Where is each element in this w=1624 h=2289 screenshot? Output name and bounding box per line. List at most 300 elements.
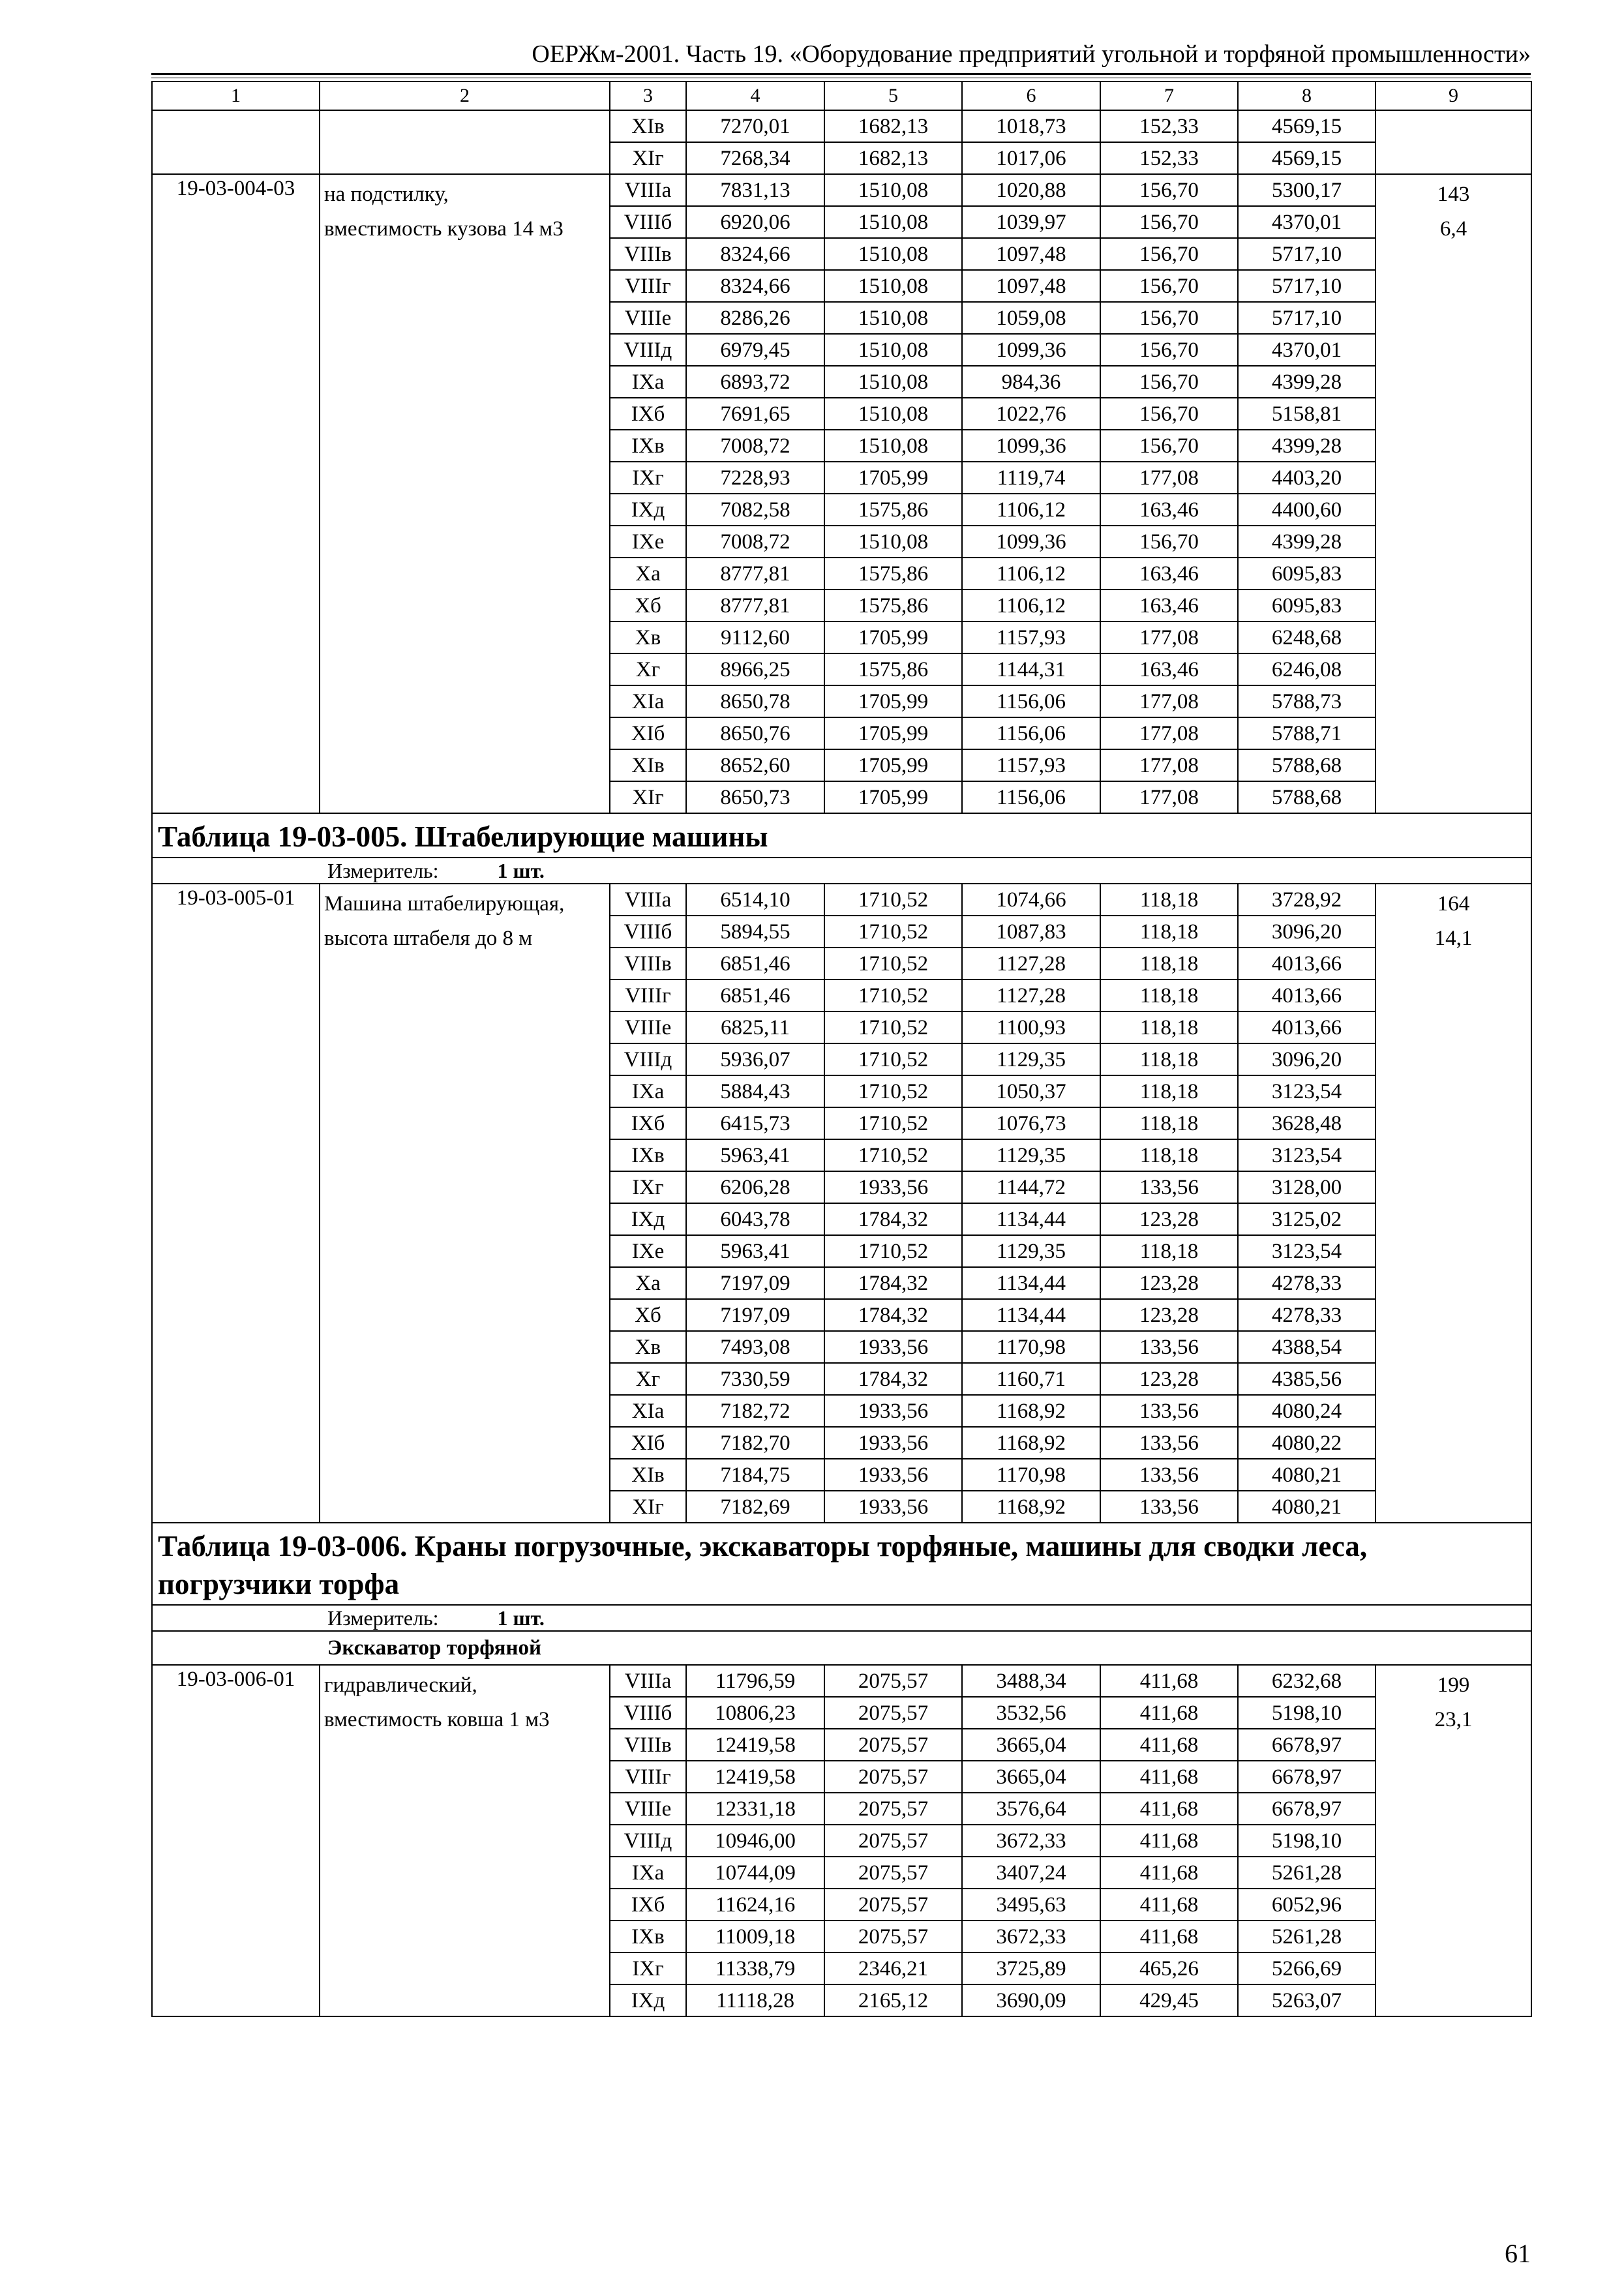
value-cell: 123,28 [1100, 1203, 1238, 1235]
value-cell: 1710,52 [824, 916, 962, 948]
value-cell: 411,68 [1100, 1889, 1238, 1921]
table-title-row [152, 1523, 1531, 1605]
value-cell: 6095,83 [1238, 558, 1376, 590]
value-cell: 1119,74 [962, 462, 1100, 494]
value-cell: 1156,06 [962, 685, 1100, 717]
value-cell: 8777,81 [686, 558, 824, 590]
zone-cell: VIIIд [610, 1043, 686, 1075]
value-cell: 1510,08 [824, 302, 962, 334]
value-cell: 3123,54 [1238, 1235, 1376, 1267]
value-cell: 1705,99 [824, 685, 962, 717]
value-cell: 1020,88 [962, 174, 1100, 206]
value-cell: 4399,28 [1238, 526, 1376, 558]
value-cell: 156,70 [1100, 270, 1238, 302]
value-cell: 118,18 [1100, 1043, 1238, 1075]
value-cell: 8650,73 [686, 781, 824, 813]
zone-cell: Xг [610, 1363, 686, 1395]
value-cell: 156,70 [1100, 398, 1238, 430]
value-cell: 6893,72 [686, 366, 824, 398]
extra-values [1376, 884, 1531, 1523]
value-cell: 133,56 [1100, 1427, 1238, 1459]
column-number: 4 [686, 82, 824, 110]
value-cell: 1168,92 [962, 1491, 1100, 1523]
zone-cell: IXд [610, 1984, 686, 2016]
value-cell: 177,08 [1100, 717, 1238, 749]
zone-cell: IXa [610, 1075, 686, 1107]
value-cell: 1510,08 [824, 174, 962, 206]
value-cell: 4080,21 [1238, 1459, 1376, 1491]
value-cell: 1682,13 [824, 110, 962, 142]
subheading-row [152, 1631, 1531, 1665]
value-cell: 1100,93 [962, 1011, 1100, 1043]
value-cell: 11796,59 [686, 1665, 824, 1697]
zone-cell: Xa [610, 1267, 686, 1299]
value-cell: 5936,07 [686, 1043, 824, 1075]
header-rule-thick [151, 73, 1531, 75]
value-cell: 8652,60 [686, 749, 824, 781]
zone-cell: Xб [610, 1299, 686, 1331]
value-cell: 4403,20 [1238, 462, 1376, 494]
column-number: 7 [1100, 82, 1238, 110]
value-cell: 11009,18 [686, 1921, 824, 1952]
zone-cell: XIг [610, 142, 686, 174]
zone-cell: IXг [610, 462, 686, 494]
zone-cell: VIIIб [610, 916, 686, 948]
zone-cell: VIIIе [610, 1011, 686, 1043]
value-cell: 7270,01 [686, 110, 824, 142]
value-cell: 3495,63 [962, 1889, 1100, 1921]
value-cell: 118,18 [1100, 916, 1238, 948]
value-cell: 4400,60 [1238, 494, 1376, 526]
value-cell: 6052,96 [1238, 1889, 1376, 1921]
value-cell: 8324,66 [686, 270, 824, 302]
zone-cell: VIIIa [610, 884, 686, 916]
value-cell: 5261,28 [1238, 1857, 1376, 1889]
value-cell: 1933,56 [824, 1459, 962, 1491]
zone-cell: IXд [610, 1203, 686, 1235]
value-cell: 177,08 [1100, 621, 1238, 653]
measure-row [152, 858, 1531, 884]
value-cell: 6043,78 [686, 1203, 824, 1235]
extra-value-line: 6,4 [1439, 217, 1467, 241]
column-number: 8 [1238, 82, 1376, 110]
value-cell: 2075,57 [824, 1793, 962, 1825]
column-number: 2 [320, 82, 610, 110]
resource-name-line: гидравлический, [324, 1673, 477, 1697]
value-cell: 1705,99 [824, 749, 962, 781]
value-cell: 7008,72 [686, 526, 824, 558]
value-cell: 11338,79 [686, 1952, 824, 1984]
value-cell: 1129,35 [962, 1235, 1100, 1267]
measure-row [152, 1605, 1531, 1631]
value-cell: 163,46 [1100, 494, 1238, 526]
measure-unit: 1 шт. [497, 1606, 545, 1630]
value-cell: 1784,32 [824, 1267, 962, 1299]
resource-code [152, 110, 320, 174]
table-title-row [152, 813, 1531, 858]
value-cell: 3576,64 [962, 1793, 1100, 1825]
value-cell: 5198,10 [1238, 1697, 1376, 1729]
measure-label: Измеритель: [327, 859, 439, 882]
value-cell: 4013,66 [1238, 980, 1376, 1011]
value-cell: 3725,89 [962, 1952, 1100, 1984]
zone-cell: Xa [610, 558, 686, 590]
value-cell: 1510,08 [824, 398, 962, 430]
value-cell: 152,33 [1100, 142, 1238, 174]
extra-values [1376, 1665, 1531, 2016]
value-cell: 1099,36 [962, 430, 1100, 462]
zone-cell: XIв [610, 1459, 686, 1491]
value-cell: 6851,46 [686, 980, 824, 1011]
resource-name-line: Машина штабелирующая, [324, 892, 565, 916]
resource-name [320, 174, 610, 813]
value-cell: 2346,21 [824, 1952, 962, 1984]
value-cell: 152,33 [1100, 110, 1238, 142]
value-cell: 133,56 [1100, 1459, 1238, 1491]
value-cell: 1099,36 [962, 526, 1100, 558]
value-cell: 7182,69 [686, 1491, 824, 1523]
zone-cell: IXв [610, 1139, 686, 1171]
value-cell: 5963,41 [686, 1235, 824, 1267]
table-row [152, 884, 1531, 916]
value-cell: 1157,93 [962, 749, 1100, 781]
value-cell: 411,68 [1100, 1697, 1238, 1729]
subheading: Экскаватор торфяной [152, 1631, 1531, 1665]
value-cell: 1076,73 [962, 1107, 1100, 1139]
value-cell: 1510,08 [824, 430, 962, 462]
value-cell: 118,18 [1100, 1011, 1238, 1043]
value-cell: 2075,57 [824, 1697, 962, 1729]
zone-cell: VIIIе [610, 302, 686, 334]
value-cell: 1156,06 [962, 717, 1100, 749]
value-cell: 123,28 [1100, 1363, 1238, 1395]
value-cell: 7197,09 [686, 1299, 824, 1331]
value-cell: 156,70 [1100, 526, 1238, 558]
value-cell: 1097,48 [962, 270, 1100, 302]
resource-name-line: на подстилку, [324, 183, 449, 206]
value-cell: 3123,54 [1238, 1075, 1376, 1107]
value-cell: 1106,12 [962, 590, 1100, 621]
value-cell: 163,46 [1100, 590, 1238, 621]
value-cell: 7831,13 [686, 174, 824, 206]
value-cell: 1933,56 [824, 1395, 962, 1427]
zone-cell: VIIIд [610, 1825, 686, 1857]
value-cell: 3532,56 [962, 1697, 1100, 1729]
value-cell: 156,70 [1100, 430, 1238, 462]
value-cell: 1168,92 [962, 1427, 1100, 1459]
value-cell: 4080,22 [1238, 1427, 1376, 1459]
value-cell: 1156,06 [962, 781, 1100, 813]
value-cell: 118,18 [1100, 980, 1238, 1011]
value-cell: 3672,33 [962, 1921, 1100, 1952]
value-cell: 1510,08 [824, 334, 962, 366]
value-cell: 1160,71 [962, 1363, 1100, 1395]
zone-cell: IXв [610, 1921, 686, 1952]
value-cell: 1710,52 [824, 1107, 962, 1139]
value-cell: 5158,81 [1238, 398, 1376, 430]
zone-cell: VIIIв [610, 948, 686, 980]
value-cell: 5788,68 [1238, 749, 1376, 781]
value-cell: 5300,17 [1238, 174, 1376, 206]
value-cell: 4278,33 [1238, 1267, 1376, 1299]
value-cell: 6206,28 [686, 1171, 824, 1203]
table-title: Таблица 19-03-005. Штабелирующие машины [152, 813, 1531, 858]
zone-cell: IXa [610, 1857, 686, 1889]
value-cell: 4370,01 [1238, 334, 1376, 366]
zone-cell: IXe [610, 1235, 686, 1267]
value-cell: 1710,52 [824, 1043, 962, 1075]
extra-value-line: 143 [1437, 183, 1470, 206]
value-cell: 8324,66 [686, 238, 824, 270]
value-cell: 1022,76 [962, 398, 1100, 430]
value-cell: 1710,52 [824, 980, 962, 1011]
value-cell: 7268,34 [686, 142, 824, 174]
value-cell: 1144,31 [962, 653, 1100, 685]
value-cell: 6825,11 [686, 1011, 824, 1043]
value-cell: 163,46 [1100, 558, 1238, 590]
value-cell: 4388,54 [1238, 1331, 1376, 1363]
value-cell: 5894,55 [686, 916, 824, 948]
value-cell: 1127,28 [962, 948, 1100, 980]
zone-cell: Xг [610, 653, 686, 685]
value-cell: 7493,08 [686, 1331, 824, 1363]
zone-cell: Xб [610, 590, 686, 621]
table-row [152, 1665, 1531, 1697]
value-cell: 4569,15 [1238, 142, 1376, 174]
value-cell: 133,56 [1100, 1491, 1238, 1523]
resource-name-line: вместимость ковша 1 м3 [324, 1708, 550, 1731]
zone-cell: VIIIд [610, 334, 686, 366]
value-cell: 411,68 [1100, 1729, 1238, 1761]
value-cell: 1157,93 [962, 621, 1100, 653]
value-cell: 3728,92 [1238, 884, 1376, 916]
value-cell: 3125,02 [1238, 1203, 1376, 1235]
value-cell: 7228,93 [686, 462, 824, 494]
table-body [152, 82, 1531, 2016]
extra-value-line: 164 [1437, 892, 1470, 916]
value-cell: 1039,97 [962, 206, 1100, 238]
value-cell: 1510,08 [824, 238, 962, 270]
column-number: 9 [1376, 82, 1531, 110]
value-cell: 1682,13 [824, 142, 962, 174]
value-cell: 1710,52 [824, 1235, 962, 1267]
value-cell: 429,45 [1100, 1984, 1238, 2016]
resource-name-line: вместимость кузова 14 м3 [324, 217, 564, 241]
value-cell: 2075,57 [824, 1825, 962, 1857]
value-cell: 4013,66 [1238, 948, 1376, 980]
value-cell: 6678,97 [1238, 1793, 1376, 1825]
zone-cell: XIб [610, 717, 686, 749]
table-row [152, 110, 1531, 142]
value-cell: 4080,24 [1238, 1395, 1376, 1427]
value-cell: 156,70 [1100, 174, 1238, 206]
value-cell: 3123,54 [1238, 1139, 1376, 1171]
value-cell: 3665,04 [962, 1761, 1100, 1793]
measure-cell [152, 858, 1531, 884]
value-cell: 2075,57 [824, 1761, 962, 1793]
value-cell: 1710,52 [824, 884, 962, 916]
value-cell: 1168,92 [962, 1395, 1100, 1427]
zone-cell: VIIIг [610, 1761, 686, 1793]
zone-cell: XIa [610, 685, 686, 717]
value-cell: 1784,32 [824, 1203, 962, 1235]
value-cell: 4399,28 [1238, 430, 1376, 462]
column-number: 1 [152, 82, 320, 110]
value-cell: 5788,73 [1238, 685, 1376, 717]
value-cell: 156,70 [1100, 238, 1238, 270]
resource-name [320, 110, 610, 174]
zone-cell: VIIIб [610, 1697, 686, 1729]
value-cell: 3488,34 [962, 1665, 1100, 1697]
zone-cell: XIг [610, 781, 686, 813]
value-cell: 1575,86 [824, 494, 962, 526]
resource-code: 19-03-005-01 [152, 884, 320, 1523]
value-cell: 5266,69 [1238, 1952, 1376, 1984]
value-cell: 1510,08 [824, 206, 962, 238]
value-cell: 4399,28 [1238, 366, 1376, 398]
value-cell: 6678,97 [1238, 1761, 1376, 1793]
zone-cell: VIIIе [610, 1793, 686, 1825]
extra-values [1376, 174, 1531, 813]
zone-cell: IXг [610, 1952, 686, 1984]
zone-cell: XIв [610, 110, 686, 142]
value-cell: 9112,60 [686, 621, 824, 653]
value-cell: 1575,86 [824, 653, 962, 685]
value-cell: 1784,32 [824, 1363, 962, 1395]
value-cell: 1106,12 [962, 494, 1100, 526]
value-cell: 8777,81 [686, 590, 824, 621]
value-cell: 12331,18 [686, 1793, 824, 1825]
value-cell: 11118,28 [686, 1984, 824, 2016]
value-cell: 5261,28 [1238, 1921, 1376, 1952]
value-cell: 8650,76 [686, 717, 824, 749]
value-cell: 5198,10 [1238, 1825, 1376, 1857]
value-cell: 12419,58 [686, 1729, 824, 1761]
value-cell: 5717,10 [1238, 238, 1376, 270]
extra-value-line: 14,1 [1434, 927, 1473, 950]
value-cell: 411,68 [1100, 1761, 1238, 1793]
value-cell: 1510,08 [824, 366, 962, 398]
value-cell: 3128,00 [1238, 1171, 1376, 1203]
value-cell: 1099,36 [962, 334, 1100, 366]
page-number: 61 [1505, 2239, 1531, 2268]
value-cell: 1134,44 [962, 1203, 1100, 1235]
value-cell: 1705,99 [824, 717, 962, 749]
value-cell: 1710,52 [824, 948, 962, 980]
resource-name-line: высота штабеля до 8 м [324, 927, 533, 950]
extra-values [1376, 110, 1531, 174]
value-cell: 2165,12 [824, 1984, 962, 2016]
value-cell: 1059,08 [962, 302, 1100, 334]
running-header: ОЕРЖм-2001. Часть 19. «Оборудование предприятий угольной и торфяной промышленности» [532, 40, 1531, 68]
value-cell: 1933,56 [824, 1171, 962, 1203]
value-cell: 5963,41 [686, 1139, 824, 1171]
value-cell: 12419,58 [686, 1761, 824, 1793]
value-cell: 6232,68 [1238, 1665, 1376, 1697]
value-cell: 2075,57 [824, 1857, 962, 1889]
zone-cell: IXa [610, 366, 686, 398]
zone-cell: IXб [610, 398, 686, 430]
value-cell: 1705,99 [824, 781, 962, 813]
value-cell: 4385,56 [1238, 1363, 1376, 1395]
value-cell: 411,68 [1100, 1921, 1238, 1952]
value-cell: 118,18 [1100, 1235, 1238, 1267]
value-cell: 3096,20 [1238, 916, 1376, 948]
value-cell: 133,56 [1100, 1171, 1238, 1203]
value-cell: 7082,58 [686, 494, 824, 526]
value-cell: 5788,68 [1238, 781, 1376, 813]
value-cell: 5263,07 [1238, 1984, 1376, 2016]
value-cell: 3628,48 [1238, 1107, 1376, 1139]
value-cell: 1933,56 [824, 1491, 962, 1523]
value-cell: 133,56 [1100, 1331, 1238, 1363]
table-row [152, 174, 1531, 206]
value-cell: 8650,78 [686, 685, 824, 717]
value-cell: 411,68 [1100, 1665, 1238, 1697]
value-cell: 4569,15 [1238, 110, 1376, 142]
value-cell: 1933,56 [824, 1331, 962, 1363]
value-cell: 6095,83 [1238, 590, 1376, 621]
value-cell: 1134,44 [962, 1267, 1100, 1299]
zone-cell: IXб [610, 1889, 686, 1921]
value-cell: 1106,12 [962, 558, 1100, 590]
value-cell: 4278,33 [1238, 1299, 1376, 1331]
column-number-row [152, 82, 1531, 110]
value-cell: 1705,99 [824, 462, 962, 494]
value-cell: 1710,52 [824, 1011, 962, 1043]
value-cell: 2075,57 [824, 1889, 962, 1921]
value-cell: 10744,09 [686, 1857, 824, 1889]
value-cell: 6415,73 [686, 1107, 824, 1139]
zone-cell: VIIIa [610, 1665, 686, 1697]
value-cell: 411,68 [1100, 1825, 1238, 1857]
value-cell: 7008,72 [686, 430, 824, 462]
value-cell: 6678,97 [1238, 1729, 1376, 1761]
value-cell: 156,70 [1100, 302, 1238, 334]
value-cell: 3672,33 [962, 1825, 1100, 1857]
value-cell: 6246,08 [1238, 653, 1376, 685]
value-cell: 118,18 [1100, 1139, 1238, 1171]
resource-name [320, 1665, 610, 2016]
value-cell: 5788,71 [1238, 717, 1376, 749]
value-cell: 465,26 [1100, 1952, 1238, 1984]
value-cell: 5717,10 [1238, 270, 1376, 302]
value-cell: 6920,06 [686, 206, 824, 238]
value-cell: 1129,35 [962, 1139, 1100, 1171]
value-cell: 7197,09 [686, 1267, 824, 1299]
value-cell: 2075,57 [824, 1729, 962, 1761]
table-title: Таблица 19-03-006. Краны погрузочные, экскаваторы торфяные, машины для сводки леса, погрузчики торфа [152, 1523, 1531, 1605]
resource-code: 19-03-006-01 [152, 1665, 320, 2016]
value-cell: 1710,52 [824, 1075, 962, 1107]
value-cell: 411,68 [1100, 1793, 1238, 1825]
value-cell: 118,18 [1100, 948, 1238, 980]
value-cell: 1017,06 [962, 142, 1100, 174]
value-cell: 411,68 [1100, 1857, 1238, 1889]
value-cell: 5717,10 [1238, 302, 1376, 334]
value-cell: 1134,44 [962, 1299, 1100, 1331]
price-table [151, 81, 1532, 2017]
value-cell: 3690,09 [962, 1984, 1100, 2016]
value-cell: 118,18 [1100, 884, 1238, 916]
value-cell: 123,28 [1100, 1299, 1238, 1331]
zone-cell: XIг [610, 1491, 686, 1523]
value-cell: 1510,08 [824, 270, 962, 302]
value-cell: 156,70 [1100, 334, 1238, 366]
value-cell: 177,08 [1100, 462, 1238, 494]
value-cell: 10946,00 [686, 1825, 824, 1857]
value-cell: 11624,16 [686, 1889, 824, 1921]
